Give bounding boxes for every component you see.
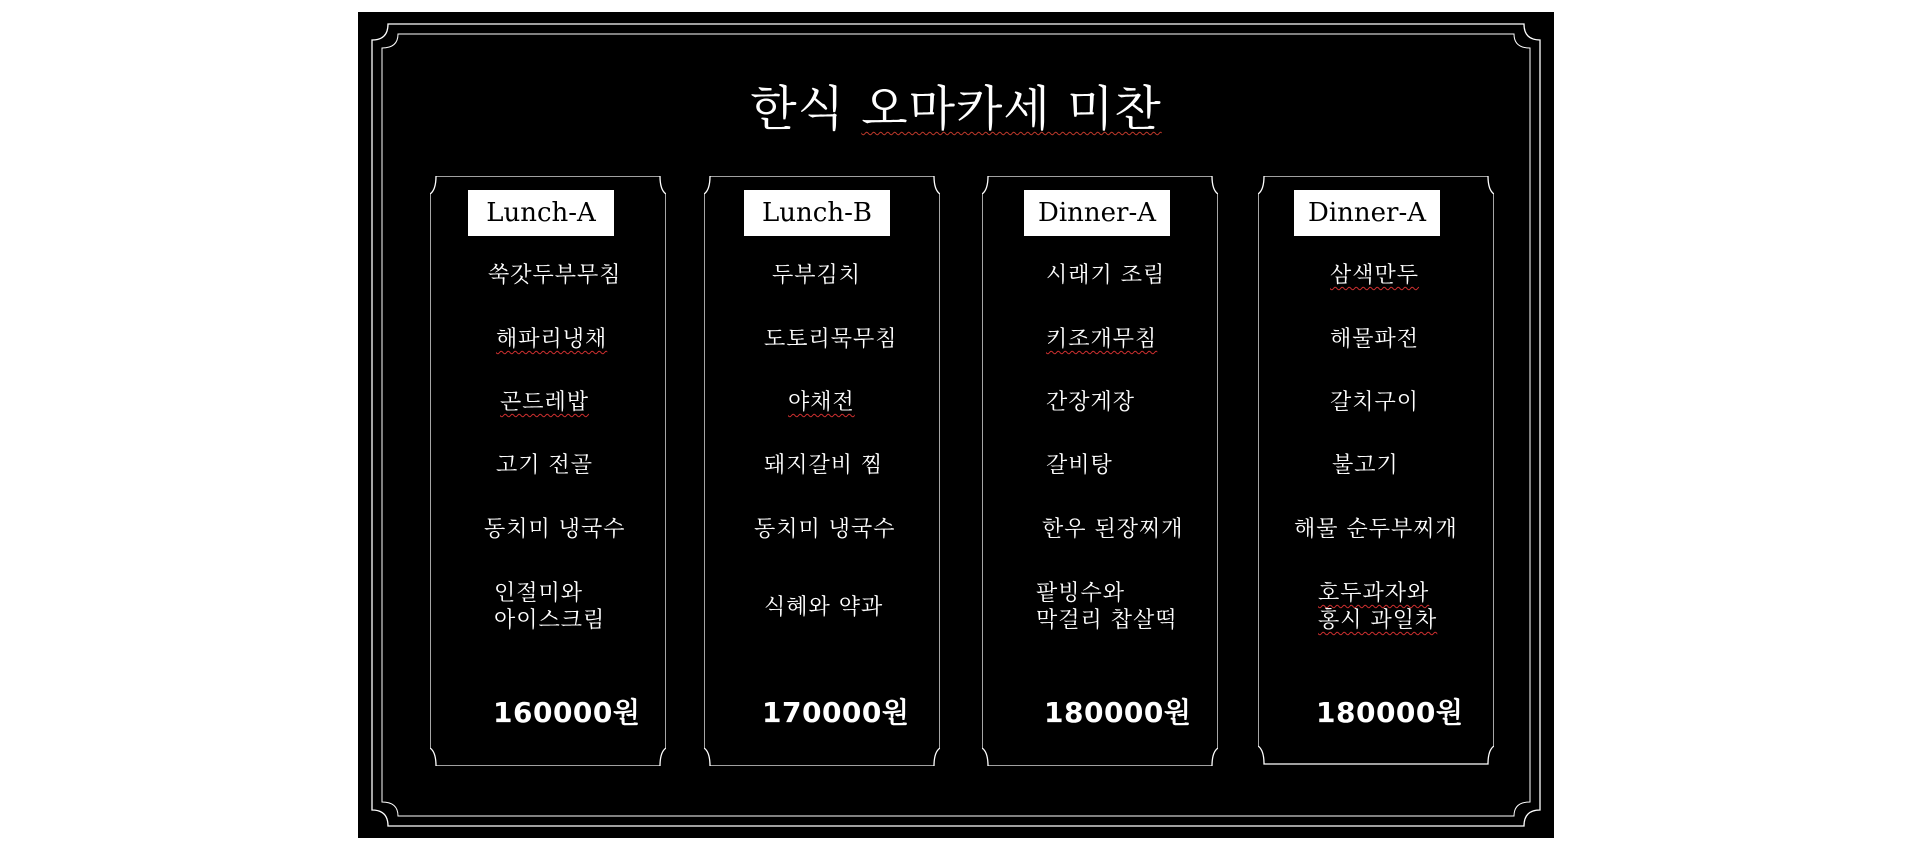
menu-item: 동치미 냉국수 xyxy=(484,517,626,542)
menu-item: 간장게장 xyxy=(1046,390,1136,415)
course-card-lunch-a xyxy=(430,176,666,766)
menu-item: 쑥갓두부무침 xyxy=(488,263,622,288)
course-label: Dinner-A xyxy=(1294,190,1440,236)
menu-item: 한우 된장찌개 xyxy=(1042,517,1184,542)
menu-item: 삼색만두 xyxy=(1330,263,1420,288)
menu-item: 야채전 xyxy=(788,390,855,415)
menu-item: 두부김치 xyxy=(772,263,862,288)
course-card-dinner-a xyxy=(982,176,1218,766)
course-card-dinner-b xyxy=(1258,176,1494,764)
menu-item: 식혜와 약과 xyxy=(764,595,884,620)
menu-item: 도토리묵무침 xyxy=(764,327,898,352)
course-price: 180000원 xyxy=(1316,696,1464,729)
menu-item: 키조개무침 xyxy=(1046,327,1158,352)
page-title: 한식 오마카세 미찬 xyxy=(750,81,1162,137)
course-label: Dinner-A xyxy=(1024,190,1170,236)
course-label: Lunch-B xyxy=(744,190,890,236)
course-price: 160000원 xyxy=(493,696,641,729)
menu-slide xyxy=(358,12,1554,838)
course-price: 180000원 xyxy=(1044,696,1192,729)
course-price: 170000원 xyxy=(762,696,910,729)
menu-item: 팥빙수와 막걸리 찹살떡 xyxy=(1036,581,1178,633)
course-card-lunch-b xyxy=(704,176,940,766)
menu-item: 갈치구이 xyxy=(1330,390,1420,415)
menu-item: 갈비탕 xyxy=(1046,453,1113,478)
menu-item: 불고기 xyxy=(1332,453,1399,478)
menu-item: 고기 전골 xyxy=(496,453,594,478)
menu-item: 인절미와 아이스크림 xyxy=(494,581,606,633)
menu-item: 해물파전 xyxy=(1330,327,1420,352)
menu-item: 동치미 냉국수 xyxy=(754,517,896,542)
menu-item: 돼지갈비 찜 xyxy=(764,453,884,478)
menu-item: 해물 순두부찌개 xyxy=(1294,517,1458,542)
course-label: Lunch-A xyxy=(468,190,614,236)
menu-item: 곤드레밥 xyxy=(500,390,590,415)
menu-item: 해파리냉채 xyxy=(496,327,608,352)
menu-item: 호두과자와 홍시 과일차 xyxy=(1318,581,1438,633)
menu-item: 시래기 조림 xyxy=(1046,263,1166,288)
